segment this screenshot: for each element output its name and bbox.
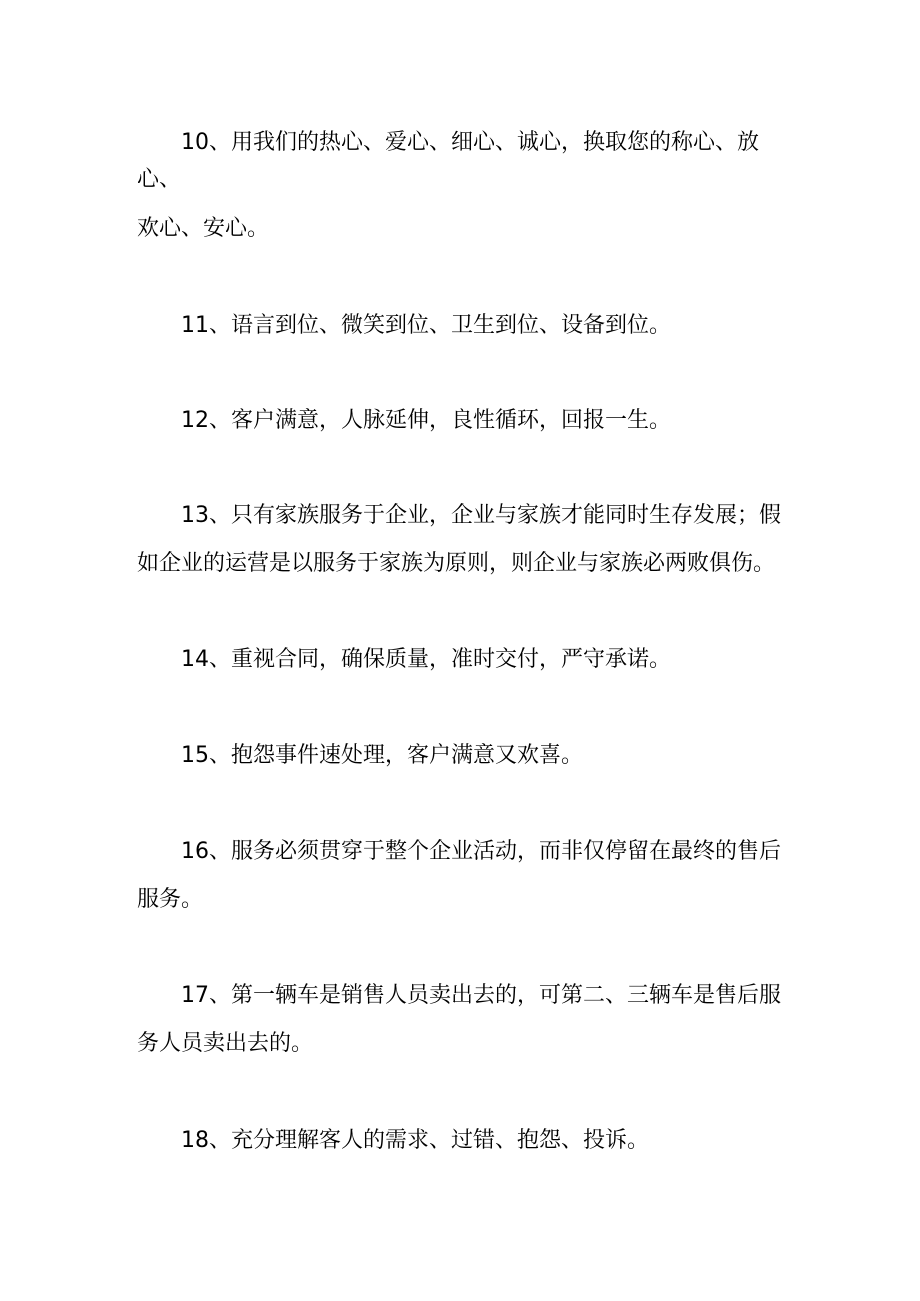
item-16-line-2: 服务。 (137, 887, 204, 912)
item-17-line-2: 务人员卖出去的。 (137, 1031, 314, 1056)
item-12-line-1: 12、客户满意，人脉延伸，良性循环，回报一生。 (181, 408, 671, 433)
item-13-line-1: 13、只有家族服务于企业，企业与家族才能同时生存发展；假 (181, 503, 781, 528)
item-13-line-2: 如企业的运营是以服务于家族为原则，则企业与家族必两败俱伤。 (137, 551, 776, 576)
item-10-line-1: 10、用我们的热心、爱心、细心、诚心，换取您的称心、放 (181, 130, 759, 155)
item-14-line-1: 14、重视合同，确保质量，准时交付，严守承诺。 (181, 647, 671, 672)
item-10-line-3: 欢心、安心。 (137, 216, 270, 241)
item-16-line-1: 16、服务必须贯穿于整个企业活动，而非仅停留在最终的售后 (181, 839, 781, 864)
item-18-line-1: 18、充分理解客人的需求、过错、抱怨、投诉。 (181, 1128, 649, 1153)
item-10-line-2: 心、 (137, 167, 182, 192)
item-15-line-1: 15、抱怨事件速处理，客户满意又欢喜。 (181, 743, 583, 768)
item-17-line-1: 17、第一辆车是销售人员卖出去的，可第二、三辆车是售后服 (181, 983, 781, 1008)
item-11-line-1: 11、语言到位、微笑到位、卫生到位、设备到位。 (181, 313, 671, 338)
